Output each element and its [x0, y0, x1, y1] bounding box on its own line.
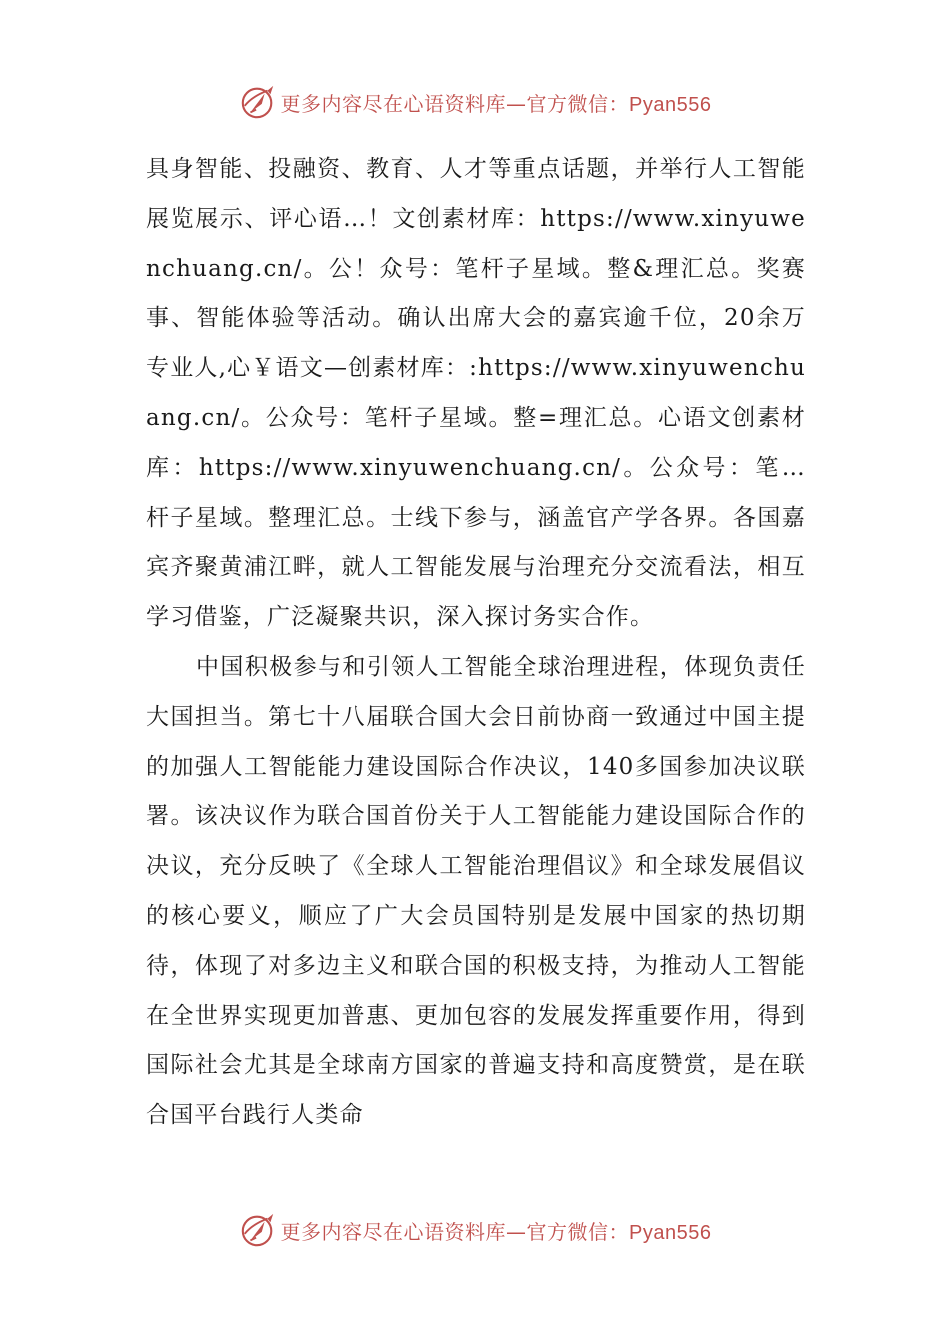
- footer-banner: [0, 1208, 950, 1252]
- banner-text: 更多内容尽在心语资料库—官方微信：Pyan556: [280, 91, 712, 116]
- header-banner: [0, 80, 950, 124]
- paragraph-1: 具身智能、投融资、教育、人才等重点话题，并举行人工智能展览展示、评心语…！文创素材库：https://www.xinyuwenchuang.cn/。公！众号：笔杆子星域。整&理汇总。奖赛事、智能体验等活动。确认出席大会的嘉宾逾千位，20余万专业人,心￥语文—创素材库：:https://www.xinyuwenchuang.cn/。公众号：笔杆子星域。整=理汇总。心语文创素材库：https://www.xinyuwenchuang.cn/。公众号：笔…杆子星域。整理汇总。士线下参与，涵盖官产学各界。各国嘉宾齐聚黄浦江畔，就人工智能发展与治理充分交流看法，相互学习借鉴，广泛凝聚共识，深入探讨务实合作。: [146, 156, 806, 631]
- paragraph-2: 中国积极参与和引领人工智能全球治理进程，体现负责任大国担当。第七十八届联合国大会日前协商一致通过中国主提的加强人工智能能力建设国际合作决议，140多国参加决议联署。该决议作为联合国首份关于人工智能能力建设国际合作的决议，充分反映了《全球人工智能治理倡议》和全球发展倡议的核心要义，顺应了广大会员国特别是发展中国家的热切期待，体现了对多边主义和联合国的积极支持，为推动人工智能在全世界实现更加普惠、更加包容的发展发挥重要作用，得到国际社会尤其是全球南方国家的普遍支持和高度赞赏，是在联合国平台践行人类命: [146, 653, 806, 1129]
- wechat-id: Pyan556: [629, 93, 712, 116]
- quill-pen-logo-icon: [239, 83, 277, 121]
- wechat-id: Pyan556: [629, 1221, 712, 1244]
- quill-pen-logo-icon: [239, 1211, 277, 1249]
- document-body: [146, 145, 806, 1141]
- banner-text: 更多内容尽在心语资料库—官方微信：Pyan556: [280, 1219, 712, 1244]
